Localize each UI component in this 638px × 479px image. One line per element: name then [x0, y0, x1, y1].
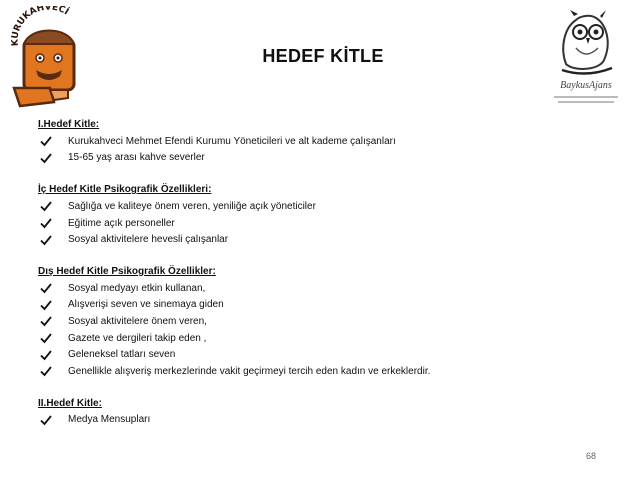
list-item-text: Sosyal aktivitelere önem veren,: [68, 315, 207, 327]
checkmark-icon: [40, 152, 52, 164]
list-item: [38, 330, 618, 347]
list-item-text: Sosyal aktivitelere hevesli çalışanlar: [68, 234, 229, 246]
list-item: [38, 280, 618, 297]
list-item-text: Kurukahveci Mehmet Efendi Kurumu Yöneticileri ve alt kademe çalışanları: [68, 135, 396, 147]
owl-logo-icon: [546, 8, 626, 80]
checkmark-icon: [40, 315, 52, 327]
section-hedef-kitle-2: [38, 396, 618, 429]
list-item: [38, 346, 618, 363]
checkmark-icon: [40, 234, 52, 246]
checkmark-icon: [40, 217, 52, 229]
list-item-text: Eğitime açık personeller: [68, 217, 175, 229]
list-item: [38, 313, 618, 330]
logo-arc-text: KURUKAHVECİ: [10, 6, 71, 47]
content-area: [38, 117, 618, 428]
section-heading: Dış Hedef Kitle Psikografik Özellikler:: [38, 265, 216, 277]
list-item: [38, 215, 618, 232]
list-item: [38, 412, 618, 429]
section-hedef-kitle-1: [38, 117, 618, 166]
section-dis-hedef-kitle: [38, 264, 618, 380]
page-number: 68: [586, 451, 597, 461]
list-item: [38, 297, 618, 314]
list-item: [38, 133, 618, 150]
list-item-text: Sosyal medyayı etkin kullanan,: [68, 282, 206, 294]
baykusajans-logo: [546, 8, 626, 112]
list-item-text: Genellikle alışveriş merkezlerinde vakit geçirmeyi tercih eden kadın ve erkeklerdir.: [68, 365, 431, 377]
checkmark-icon: [40, 332, 52, 344]
checkmark-icon: [40, 365, 52, 377]
checkmark-icon: [40, 414, 52, 426]
list-item: [38, 198, 618, 215]
spacer: [38, 248, 618, 264]
checkmark-icon: [40, 299, 52, 311]
owl-subline: [558, 101, 614, 103]
spacer: [38, 166, 618, 182]
checkmark-icon: [40, 200, 52, 212]
list-item-text: Alışverişi seven ve sinemaya giden: [68, 299, 224, 311]
section-heading: İç Hedef Kitle Psikografik Özellikleri:: [38, 184, 212, 196]
list-item: [38, 363, 618, 380]
list-item: [38, 231, 618, 248]
list-item-text: 15-65 yaş arası kahve severler: [68, 152, 205, 164]
spacer: [38, 380, 618, 396]
section-heading: I.Hedef Kitle:: [38, 119, 100, 130]
list-item: [38, 150, 618, 167]
checkmark-icon: [40, 349, 52, 361]
checkmark-icon: [40, 135, 52, 147]
owl-brand-name: BaykusAjans: [560, 80, 612, 91]
list-item-text: Geleneksel tatları seven: [68, 349, 176, 361]
list-item-text: Gazete ve dergileri takip eden ,: [68, 332, 207, 344]
page-title: HEDEF KİTLE: [262, 46, 384, 66]
section-ic-hedef-kitle: [38, 182, 618, 248]
checkmark-icon: [40, 282, 52, 294]
list-item-text: Medya Mensupları: [68, 414, 151, 426]
owl-subline: [554, 96, 618, 98]
section-heading: II.Hedef Kitle:: [38, 397, 102, 409]
list-item-text: Sağlığa ve kaliteye önem veren, yeniliğe açık yöneticiler: [68, 200, 316, 212]
